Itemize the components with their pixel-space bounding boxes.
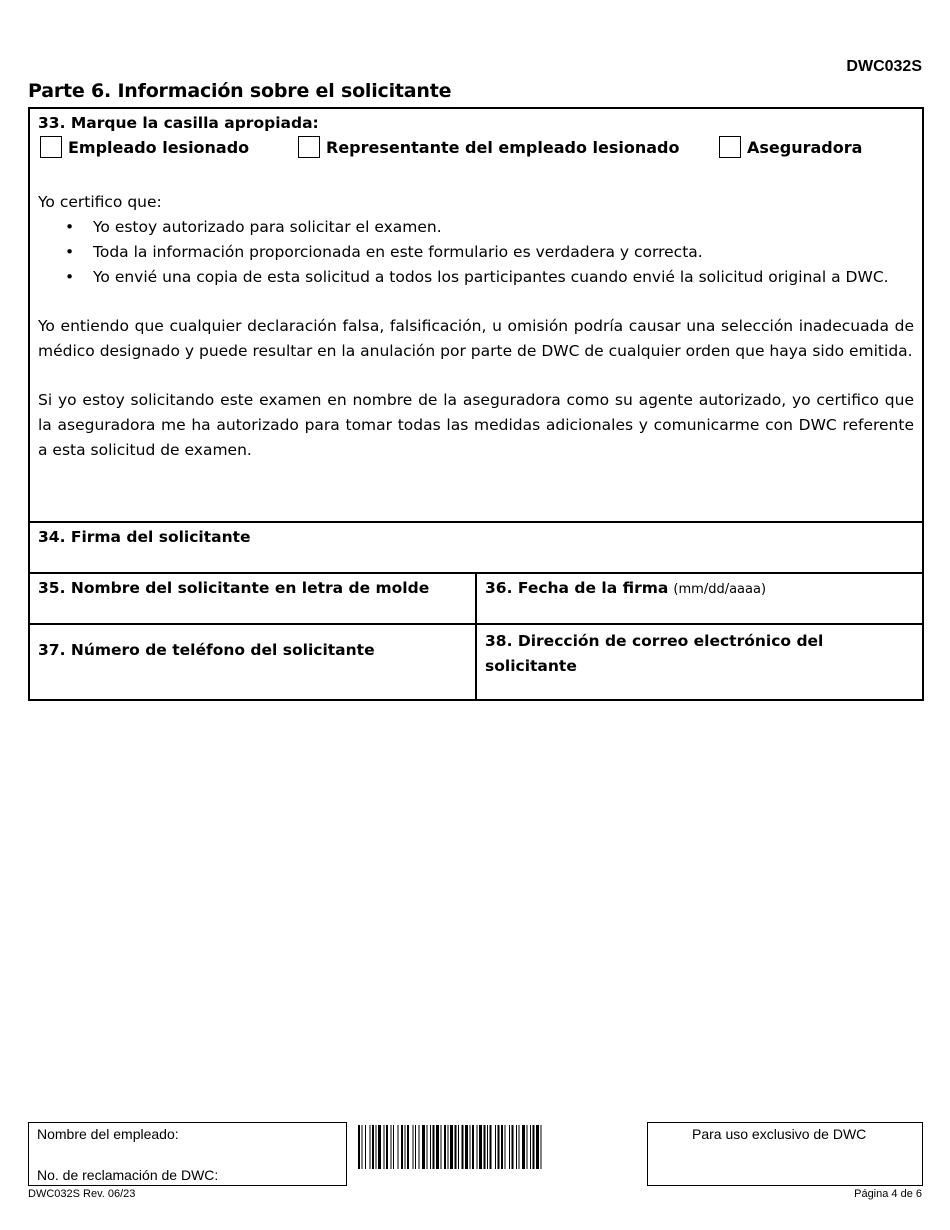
employee-representative-checkbox[interactable] — [298, 136, 320, 158]
false-statement-paragraph: Yo entiendo que cualquier declaración falsa, falsificación, u omisión podría causar una selección inadecuada de médico designado y puede resultar en la anulación por parte de DWC de cualquier orden que haya sido emitida. — [38, 317, 914, 360]
authorized-agent-paragraph: Si yo estoy solicitando este examen en nombre de la aseguradora como su agente autorizado, yo certifico que la aseguradora me ha autorizado para tomar todas las medidas adicionales y comunicarme con DWC referente a esta solicitud de examen. — [38, 391, 914, 459]
signature-date-field[interactable] — [477, 574, 922, 623]
option-insurer[interactable] — [719, 136, 862, 158]
section-33-label: 33. Marque la casilla apropiada: — [38, 114, 319, 132]
dwc-use-label: Para uso exclusivo de DWC — [692, 1126, 867, 1142]
employee-representative-label: Representante del empleado lesionado — [326, 137, 680, 157]
applicant-name-field[interactable] — [30, 574, 477, 623]
signature-label: 34. Firma del solicitante — [38, 528, 251, 546]
certification-item: • Yo envié una copia de esta solicitud a todos los participantes cuando envié la solicitud original a DWC. — [38, 265, 914, 290]
applicant-phone-field[interactable] — [30, 625, 477, 699]
phone-email-row — [30, 625, 922, 699]
certify-intro: Yo certifico que: — [38, 193, 162, 211]
certification-item: • Toda la información proporcionada en este formulario es verdadera y correcta. — [38, 240, 914, 265]
applicant-type-options — [38, 136, 914, 166]
option-employee-representative[interactable] — [298, 136, 680, 158]
employee-info-box — [28, 1122, 347, 1186]
injured-employee-label: Empleado lesionado — [68, 137, 250, 157]
insurer-label: Aseguradora — [747, 137, 863, 157]
injured-employee-checkbox[interactable] — [40, 136, 62, 158]
part-title: Parte 6. Información sobre el solicitante — [28, 80, 452, 102]
applicant-email-field[interactable] — [477, 625, 922, 699]
certification-item: • Yo estoy autorizado para solicitar el examen. — [38, 215, 914, 240]
applicant-phone-label: 37. Número de teléfono del solicitante — [38, 641, 375, 659]
employee-name-label: Nombre del empleado: — [37, 1126, 179, 1142]
applicant-email-label: 38. Dirección de correo electrónico del solicitante — [485, 632, 824, 675]
signature-field[interactable] — [30, 523, 922, 574]
applicant-info-form — [28, 107, 924, 701]
option-injured-employee[interactable] — [40, 136, 249, 158]
name-date-row — [30, 574, 922, 625]
applicant-name-label: 35. Nombre del solicitante en letra de molde — [38, 579, 430, 597]
signature-date-label: 36. Fecha de la firma — [485, 579, 669, 597]
certification-list — [38, 215, 914, 290]
insurer-checkbox[interactable] — [719, 136, 741, 158]
page-number: Página 4 de 6 — [854, 1188, 922, 1200]
form-id: DWC032S — [846, 58, 922, 75]
barcode — [358, 1125, 634, 1169]
claim-number-label: No. de reclamación de DWC: — [37, 1167, 219, 1183]
date-format-hint: (mm/dd/aaaa) — [673, 582, 767, 597]
revision-label: DWC032S Rev. 06/23 — [28, 1188, 136, 1200]
section-33 — [30, 109, 922, 523]
dwc-use-box — [647, 1122, 923, 1186]
